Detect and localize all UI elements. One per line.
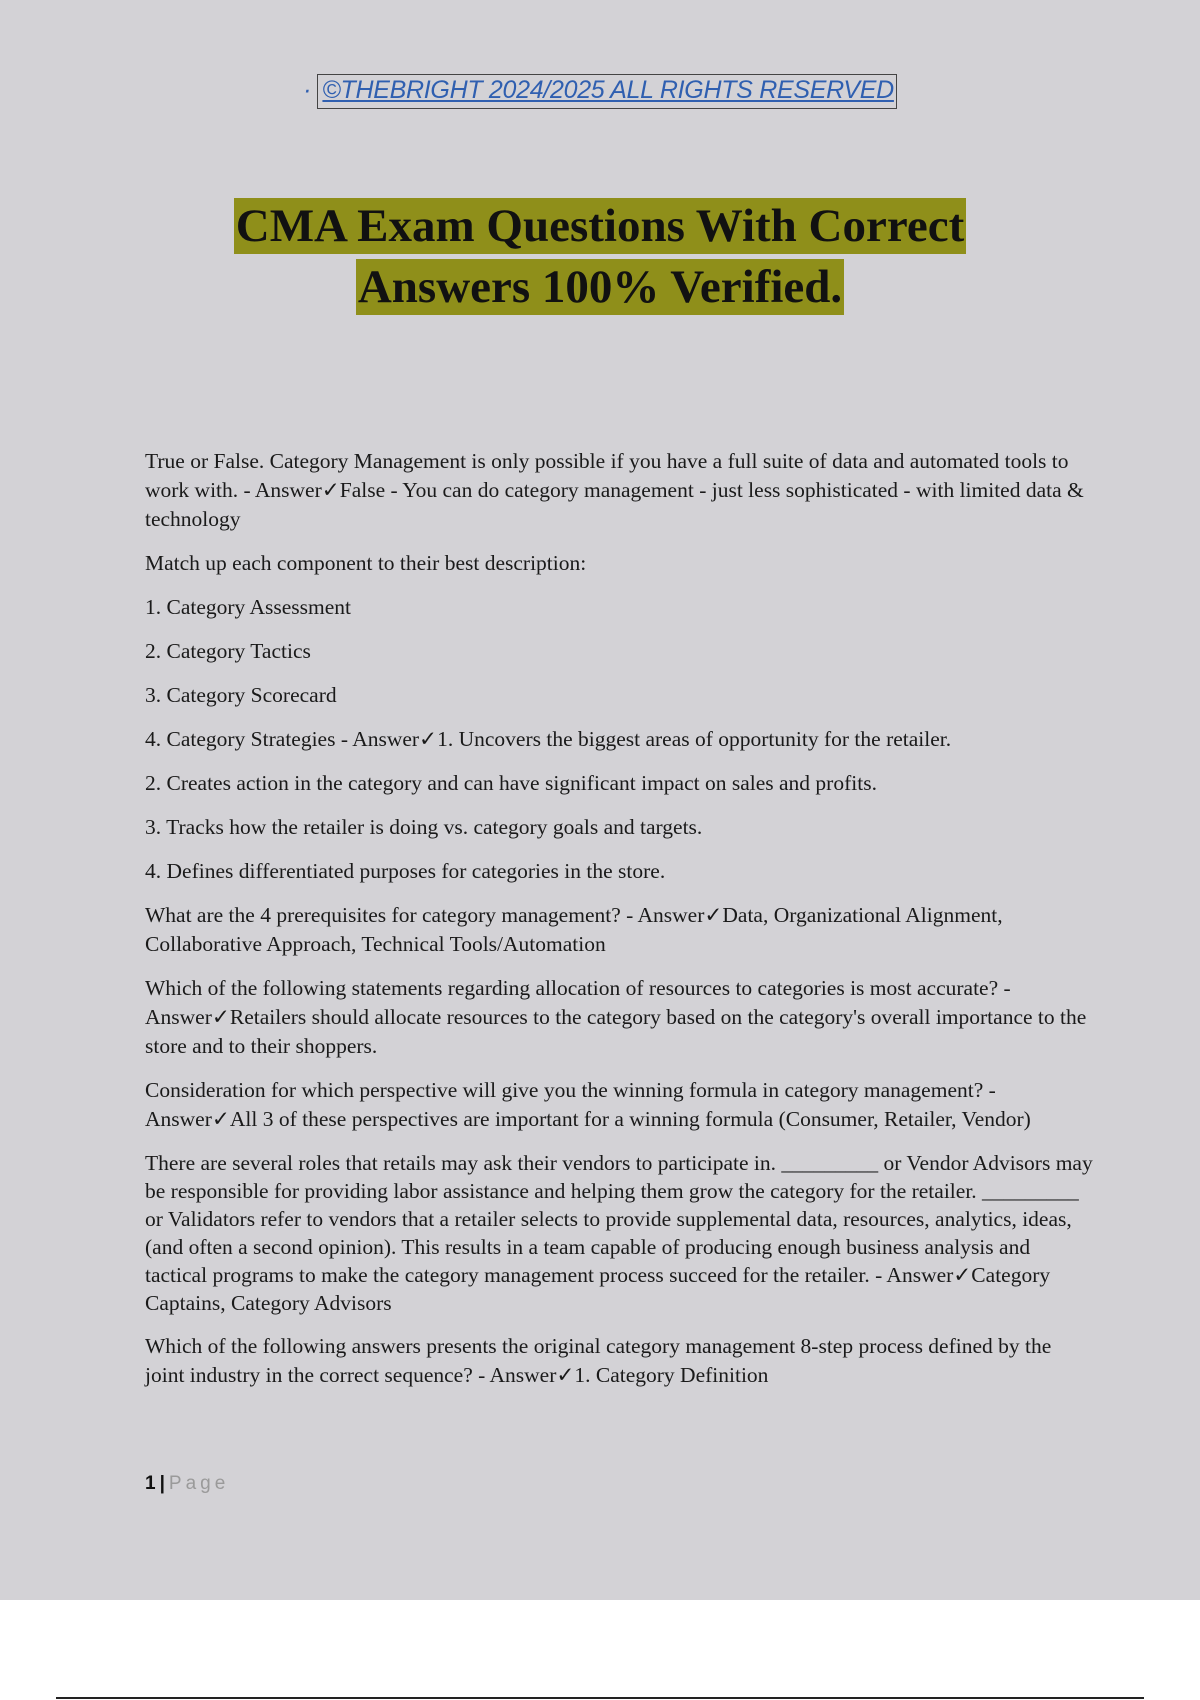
paragraph: True or False. Category Management is only possible if you have a full suite of data and automated tools to work with. - Answer✓False - You can do category management - just less sophisticated - with limited data & technology xyxy=(145,449,1084,531)
bottom-divider xyxy=(56,1697,1144,1699)
list-item: 1. Category Assessment xyxy=(145,595,352,619)
list-item: 4. Defines differentiated purposes for categories in the store. xyxy=(145,859,666,883)
list-item: 2. Category Tactics xyxy=(145,639,311,663)
list-item: 2. Creates action in the category and can have significant impact on sales and profits. xyxy=(145,771,877,795)
title-line-2: Answers 100% Verified. xyxy=(357,261,843,313)
paragraph: Consideration for which perspective will give you the winning formula in category management? - Answer✓All 3 of these perspectives are important for a winning formula (Consumer, Retailer, Vendor) xyxy=(145,1078,1031,1131)
list-item: 3. Category Scorecard xyxy=(145,683,337,707)
copyright-notice: ©THEBRIGHT 2024/2025 ALL RIGHTS RESERVED xyxy=(317,74,896,109)
paragraph: What are the 4 prerequisites for category management? - Answer✓Data, Organizational Alignment, Collaborative Approach, Technical Tools/Automation xyxy=(145,903,1003,956)
paragraph: Match up each component to their best description: xyxy=(145,551,587,575)
title-line-1: CMA Exam Questions With Correct xyxy=(235,200,965,252)
paragraph: Which of the following statements regarding allocation of resources to categories is most accurate? - Answer✓Retailers should allocate resources to the category based on the category's overall importance to the store and to their shoppers. xyxy=(145,976,1087,1058)
paragraph: There are several roles that retails may ask their vendors to participate in. _________ or Vendor Advisors may be responsible for providing labor assistance and helping them grow the category for the retailer. _________ or Validators refer to vendors that a retailer selects to provide supplemental data, resources, analytics, ideas, (and often a second opinion). This results in a team capable of producing enough business analysis and tactical programs to make the category management process succeed for the retailer. - Answer✓Category Captains, Category Advisors xyxy=(145,1151,1093,1315)
document-title xyxy=(0,196,1200,318)
page-footer xyxy=(145,1473,229,1495)
list-item: 4. Category Strategies - Answer✓1. Uncovers the biggest areas of opportunity for the retailer. xyxy=(145,727,952,751)
paragraph: Which of the following answers presents the original category management 8-step process defined by the joint industry in the correct sequence? - Answer✓1. Category Definition xyxy=(145,1334,1052,1387)
document-body xyxy=(145,447,1095,1405)
page-number: 1 xyxy=(145,1473,156,1494)
list-item: 3. Tracks how the retailer is doing vs. category goals and targets. xyxy=(145,815,703,839)
footer-separator: | xyxy=(159,1473,165,1494)
copyright-header xyxy=(0,74,1200,109)
page-label: Page xyxy=(168,1473,230,1494)
header-bullet: · xyxy=(303,76,312,104)
